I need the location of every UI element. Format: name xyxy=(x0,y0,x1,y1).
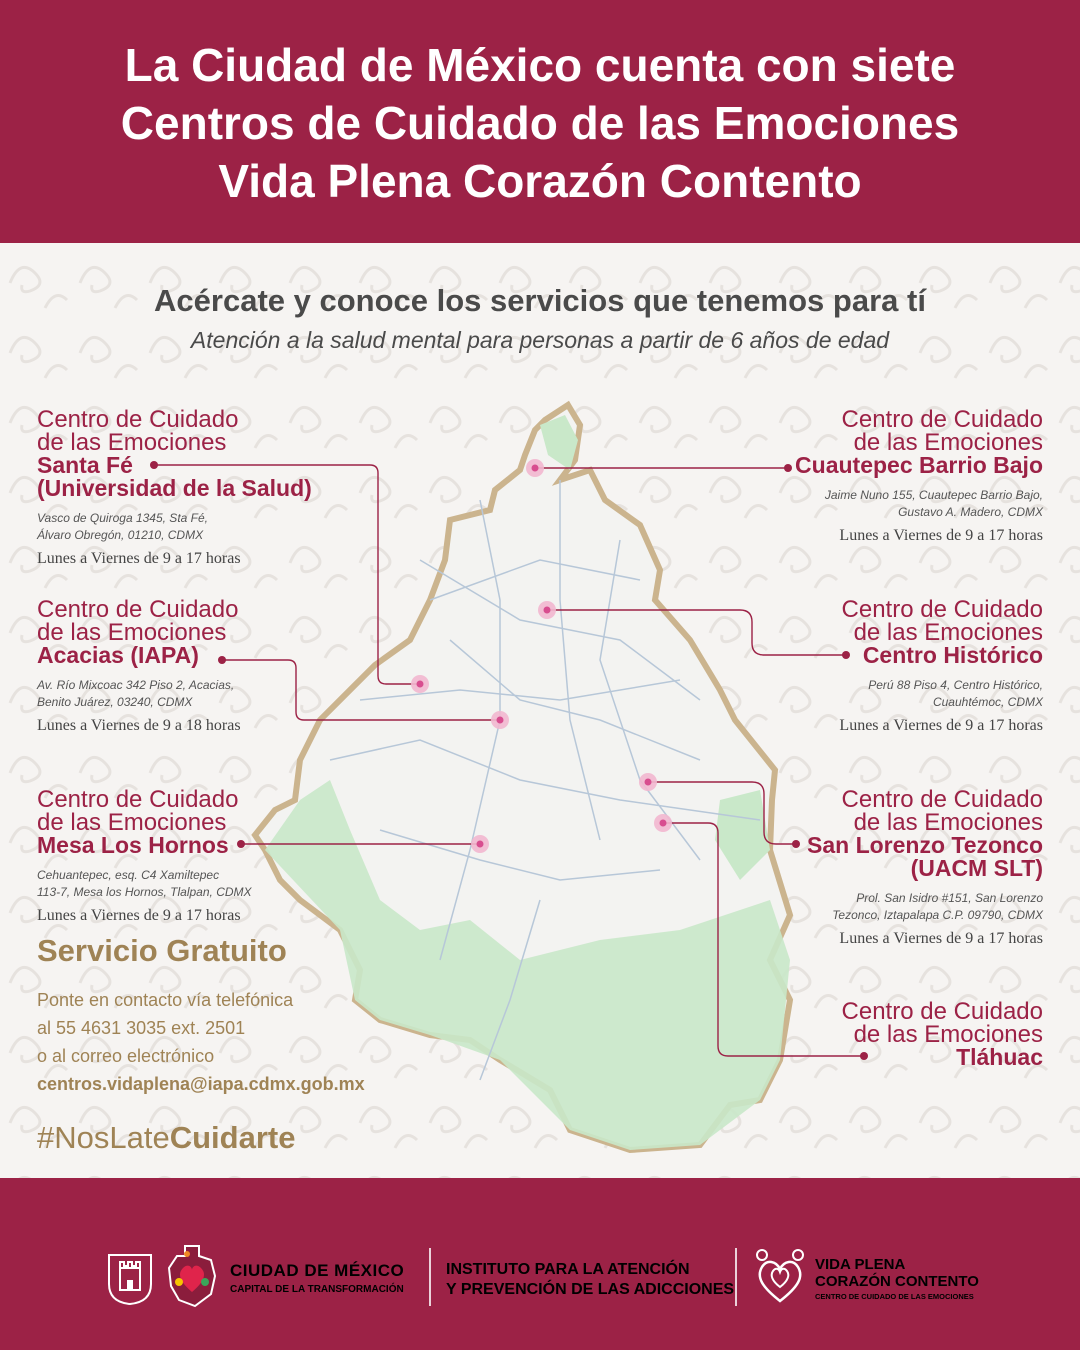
center-label: Centro de Cuidado xyxy=(841,786,1043,813)
footer-vida-line: VIDA PLENA xyxy=(815,1256,906,1273)
intro-title: Acércate y conoce los servicios que tenemos para tí xyxy=(154,283,926,318)
center-name-extra: (Universidad de la Salud) xyxy=(37,475,312,501)
heart-shield-icon xyxy=(165,1242,219,1310)
footer-cdmx-subtitle: CAPITAL DE LA TRANSFORMACIÓN xyxy=(230,1284,404,1295)
center-label: Centro de Cuidado xyxy=(37,786,239,813)
center-hours: Lunes a Viernes de 9 a 17 horas xyxy=(37,550,241,567)
center-address: Gustavo A. Madero, CDMX xyxy=(898,505,1043,519)
center-name: San Lorenzo Tezonco xyxy=(807,832,1043,858)
center-address: Av. Río Mixcoac 342 Piso 2, Acacias, xyxy=(37,678,235,692)
center-label: Centro de Cuidado xyxy=(37,406,239,433)
contact-phone: al 55 4631 3035 ext. 2501 xyxy=(37,1018,246,1038)
center-cuautepec xyxy=(743,408,1043,545)
center-label: de las Emociones xyxy=(37,619,227,646)
center-label: de las Emociones xyxy=(853,619,1043,646)
footer-vida-plena xyxy=(815,1256,979,1301)
hashtag-part: Late xyxy=(109,1120,170,1155)
center-centro-historico xyxy=(743,598,1043,735)
contact-line: o al correo electrónico xyxy=(37,1046,215,1066)
hashtag-part: #Nos xyxy=(37,1120,110,1155)
center-hours: Lunes a Viernes de 9 a 17 horas xyxy=(839,717,1043,734)
footer-cdmx xyxy=(230,1261,404,1295)
center-acacias xyxy=(37,598,337,735)
center-name: Tláhuac xyxy=(956,1044,1043,1070)
center-address: Perú 88 Piso 4, Centro Histórico, xyxy=(868,678,1043,692)
hashtag-part: Cuidarte xyxy=(169,1120,296,1155)
center-san-lorenzo xyxy=(743,788,1043,948)
footer-iapa-line: INSTITUTO PARA LA ATENCIÓN xyxy=(446,1261,690,1278)
center-address: Álvaro Obregón, 01210, CDMX xyxy=(37,528,204,542)
header-line-3: Vida Plena Corazón Contento xyxy=(218,155,862,207)
footer-vida-subtitle: CENTRO DE CUIDADO DE LAS EMOCIONES xyxy=(815,1292,974,1301)
center-address: Tezonco, Iztapalapa C.P. 09790, CDMX xyxy=(832,908,1043,922)
center-address: 113-7, Mesa los Hornos, Tlalpan, CDMX xyxy=(37,885,252,899)
center-label: Centro de Cuidado xyxy=(37,596,239,623)
center-label: de las Emociones xyxy=(853,1021,1043,1048)
center-address: Prol. San Isidro #151, San Lorenzo xyxy=(856,891,1043,905)
intro-subtitle: Atención a la salud mental para personas a partir de 6 años de edad xyxy=(190,327,890,353)
center-mesa-los-hornos xyxy=(37,788,337,925)
center-label: Centro de Cuidado xyxy=(841,596,1043,623)
contact-info xyxy=(37,986,365,1098)
center-address: Cehuantepec, esq. C4 Xamiltepec xyxy=(37,868,220,882)
center-address: Jaime Nuno 155, Cuautepec Barrio Bajo, xyxy=(824,488,1043,502)
header-line-1: La Ciudad de México cuenta con siete xyxy=(124,39,956,91)
center-label: Centro de Cuidado xyxy=(841,998,1043,1025)
center-hours: Lunes a Viernes de 9 a 17 horas xyxy=(839,930,1043,947)
center-label: Centro de Cuidado xyxy=(841,406,1043,433)
footer-divider xyxy=(429,1248,431,1306)
center-label: de las Emociones xyxy=(853,809,1043,836)
footer-vida-line: CORAZÓN CONTENTO xyxy=(815,1273,979,1290)
center-santa-fe xyxy=(37,408,337,568)
center-label: de las Emociones xyxy=(37,809,227,836)
hashtag xyxy=(37,1120,295,1156)
center-address: Benito Juárez, 03240, CDMX xyxy=(37,695,193,709)
vida-plena-hearts-icon xyxy=(752,1247,808,1305)
center-name-extra: (UACM SLT) xyxy=(910,855,1043,881)
coat-of-arms-icon xyxy=(106,1252,154,1306)
footer-iapa xyxy=(446,1260,734,1300)
center-address: Vasco de Quiroga 1345, Sta Fé, xyxy=(37,511,208,525)
center-tlahuac xyxy=(743,1000,1043,1069)
center-hours: Lunes a Viernes de 9 a 17 horas xyxy=(37,907,241,924)
center-address: Cuauhtémoc, CDMX xyxy=(932,695,1043,709)
contact-email[interactable]: centros.vidaplena@iapa.cdmx.gob.mx xyxy=(37,1074,365,1094)
header-line-2: Centros de Cuidado de las Emociones xyxy=(120,97,960,149)
footer-divider xyxy=(735,1248,737,1306)
footer-cdmx-title: CIUDAD DE MÉXICO xyxy=(230,1261,405,1280)
center-name: Centro Histórico xyxy=(862,642,1043,668)
footer-iapa-line: Y PREVENCIÓN DE LAS ADICCIONES xyxy=(446,1281,735,1298)
center-hours: Lunes a Viernes de 9 a 18 horas xyxy=(37,717,241,734)
contact-line: Ponte en contacto vía telefónica xyxy=(37,990,294,1010)
service-title: Servicio Gratuito xyxy=(37,933,287,968)
center-name: Mesa Los Hornos xyxy=(37,832,229,858)
center-name: Cuautepec Barrio Bajo xyxy=(795,452,1043,478)
center-label: de las Emociones xyxy=(853,429,1043,456)
center-hours: Lunes a Viernes de 9 a 17 horas xyxy=(839,527,1043,544)
center-name: Acacias (IAPA) xyxy=(37,642,199,668)
center-name: Santa Fé xyxy=(37,452,133,478)
center-label: de las Emociones xyxy=(37,429,227,456)
